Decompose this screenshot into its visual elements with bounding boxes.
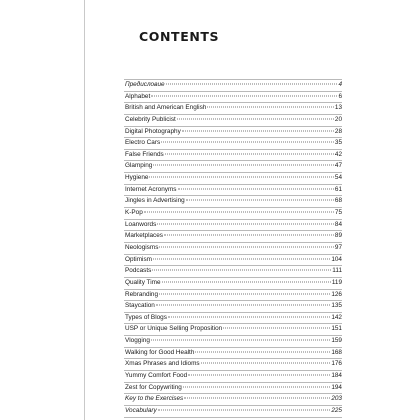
toc-entry[interactable] [124,313,342,325]
toc-entry[interactable] [124,301,342,313]
toc-entry-page-number: 84 [334,220,342,228]
toc-dot-leader [165,153,334,154]
toc-entry[interactable] [124,278,342,290]
toc-entry[interactable] [124,231,342,243]
toc-entry[interactable] [124,243,342,255]
toc-entry-row [124,359,342,369]
toc-dot-leader [151,340,330,341]
toc-entry-title: Glamping [125,162,153,170]
toc-entry-title: Vlogging [125,337,150,345]
toc-entry-title: Предисловие [125,81,165,88]
toc-entry[interactable] [124,348,342,360]
toc-entry-title: Zest for Copywriting [125,383,182,391]
toc-entry-row [124,220,342,230]
toc-entry[interactable] [124,371,342,383]
toc-entry-row [124,336,342,346]
toc-entry-title: Loanwords [125,220,157,228]
toc-entry-page-number: 47 [334,162,342,170]
toc-entry[interactable] [124,127,342,139]
toc-entry-title: Podcasts [125,267,152,275]
toc-entry-row [124,371,342,381]
toc-entry-row [124,313,342,323]
toc-entry-title: Digital Photography [125,127,181,135]
toc-entry-page-number: 203 [331,395,342,403]
toc-entry-row [124,301,342,311]
toc-entry-title: USP or Unique Selling Proposition [125,325,223,333]
toc-entry-page-number: 28 [334,127,342,135]
toc-entry-row [124,231,342,241]
toc-entry-row [124,138,342,148]
toc-dot-leader [158,409,331,410]
toc-entry[interactable] [124,138,342,150]
toc-entry[interactable] [124,79,342,92]
toc-dot-leader [144,212,334,213]
toc-entry-title: Alphabet [125,92,151,100]
toc-dot-leader [183,386,331,387]
toc-entry-title: Jingles in Advertising [125,197,185,205]
toc-entry[interactable] [124,103,342,115]
toc-entry-row [124,290,342,300]
toc-entry-row [124,243,342,253]
contents-page [85,0,420,420]
toc-entry-page-number: 176 [331,360,342,368]
toc-entry-title: Types of Blogs [125,313,167,321]
toc-entry-page-number: 119 [331,278,342,286]
toc-dot-leader [186,200,334,201]
toc-entry-title: Vocabulary [125,406,157,414]
toc-entry-row [124,127,342,137]
toc-entry[interactable] [124,173,342,185]
toc-entry-title: Electro Cars [125,139,161,147]
toc-entry-title: Hygiene [125,174,149,182]
toc-dot-leader [177,118,334,119]
toc-entry-row [124,324,342,334]
toc-dot-leader [164,235,334,236]
toc-entry-title: British and American English [125,104,207,112]
toc-entry-title: Staycation [125,302,155,310]
toc-dot-leader [161,142,334,143]
toc-entry-row [124,115,342,125]
toc-entry-row [124,394,342,404]
toc-entry-title: Rebranding [125,290,159,298]
toc-entry-row [124,383,342,393]
toc-entry-row [124,266,342,276]
toc-entry-title: False Friends [125,150,164,158]
toc-entry-row [124,348,342,358]
toc-dot-leader [151,95,337,96]
toc-entry[interactable] [124,185,342,197]
toc-entry[interactable] [124,406,342,418]
toc-entry-page-number: 68 [334,197,342,205]
toc-entry[interactable] [124,266,342,278]
toc-entry-row [124,80,342,90]
toc-dot-leader [223,328,330,329]
toc-entry-title: Marketplaces [125,232,164,240]
toc-entry-page-number: 126 [331,290,342,298]
toc-entry-row [124,150,342,160]
toc-entry-page-number: 184 [331,372,342,380]
toc-entry-page-number: 54 [334,174,342,182]
toc-entry-page-number: 194 [331,383,342,391]
toc-entry-page-number: 97 [334,243,342,251]
toc-entry-row [124,185,342,195]
toc-entry-page-number: 20 [334,115,342,123]
toc-entry-page-number: 89 [334,232,342,240]
toc-dot-leader [149,177,333,178]
toc-entry-page-number: 104 [331,255,342,263]
toc-entry-title: Key to the Exercises [125,395,184,403]
toc-entry[interactable] [124,150,342,162]
toc-entry-page-number: 13 [334,104,342,112]
toc-entry-page-number: 159 [331,337,342,345]
toc-entry-title: Xmas Phrases and Idioms [125,360,200,368]
toc-dot-leader [153,258,330,259]
toc-entry-page-number: 6 [338,92,342,100]
toc-dot-leader [184,398,330,399]
toc-entry-row [124,196,342,206]
toc-entry-title: K-Pop [125,209,143,217]
toc-entry[interactable] [124,208,342,220]
toc-dot-leader [159,246,334,247]
toc-entry[interactable] [124,336,342,348]
toc-dot-leader [153,165,334,166]
toc-entry-page-number: 75 [334,209,342,217]
toc-entry[interactable] [124,324,342,336]
toc-entry-page-number: 142 [331,313,342,321]
toc-dot-leader [201,363,331,364]
toc-entry-page-number: 135 [331,302,342,310]
toc-entry-page-number: 225 [331,406,342,414]
toc-entry-page-number: 61 [334,185,342,193]
toc-dot-leader [156,305,330,306]
toc-entry-page-number: 168 [331,348,342,356]
toc-dot-leader [157,223,334,224]
toc-entry-page-number: 4 [338,81,342,88]
toc-dot-leader [195,351,330,352]
toc-dot-leader [178,188,334,189]
toc-entry[interactable] [124,290,342,302]
toc-dot-leader [207,107,334,108]
toc-entry[interactable] [124,359,342,371]
toc-entry-page-number: 42 [334,150,342,158]
toc-entry-row [124,173,342,183]
toc-entry-row [124,278,342,288]
toc-entry-page-number: 35 [334,139,342,147]
toc-entry-title: Quality Time [125,278,161,286]
toc-entry-page-number: 151 [331,325,342,333]
toc-entry[interactable] [124,92,342,104]
toc-entry-row [124,255,342,265]
toc-entry-row [124,406,342,416]
toc-entry[interactable] [124,383,342,395]
toc-dot-leader [168,316,330,317]
toc-entry-title: Optimism [125,255,152,263]
toc-entry-row [124,161,342,171]
toc-entry-row [124,103,342,113]
toc-dot-leader [159,293,330,294]
toc-dot-leader [166,84,338,85]
toc-entry[interactable] [124,220,342,232]
toc-entry-page-number: 111 [332,267,342,275]
toc-entry[interactable] [124,255,342,267]
toc-entry-row [124,208,342,218]
toc-entry-row [124,92,342,102]
toc-entry-title: Neologisms [125,243,159,251]
toc-dot-leader [162,281,331,282]
toc-entry[interactable] [124,394,342,406]
toc-dot-leader [182,130,334,131]
toc-entry-title: Internet Acronyms [125,185,177,193]
toc-dot-leader [152,270,331,271]
toc-entry-title: Yummy Comfort Food [125,372,188,380]
toc-entry-title: Celebrity Publicist [125,115,176,123]
toc-entry[interactable] [124,161,342,173]
table-of-contents [124,79,342,418]
page-title: CONTENTS [139,29,220,44]
toc-entry[interactable] [124,196,342,208]
toc-entry-title: Walking for Good Health [125,348,195,356]
toc-dot-leader [188,375,330,376]
toc-entry[interactable] [124,115,342,127]
